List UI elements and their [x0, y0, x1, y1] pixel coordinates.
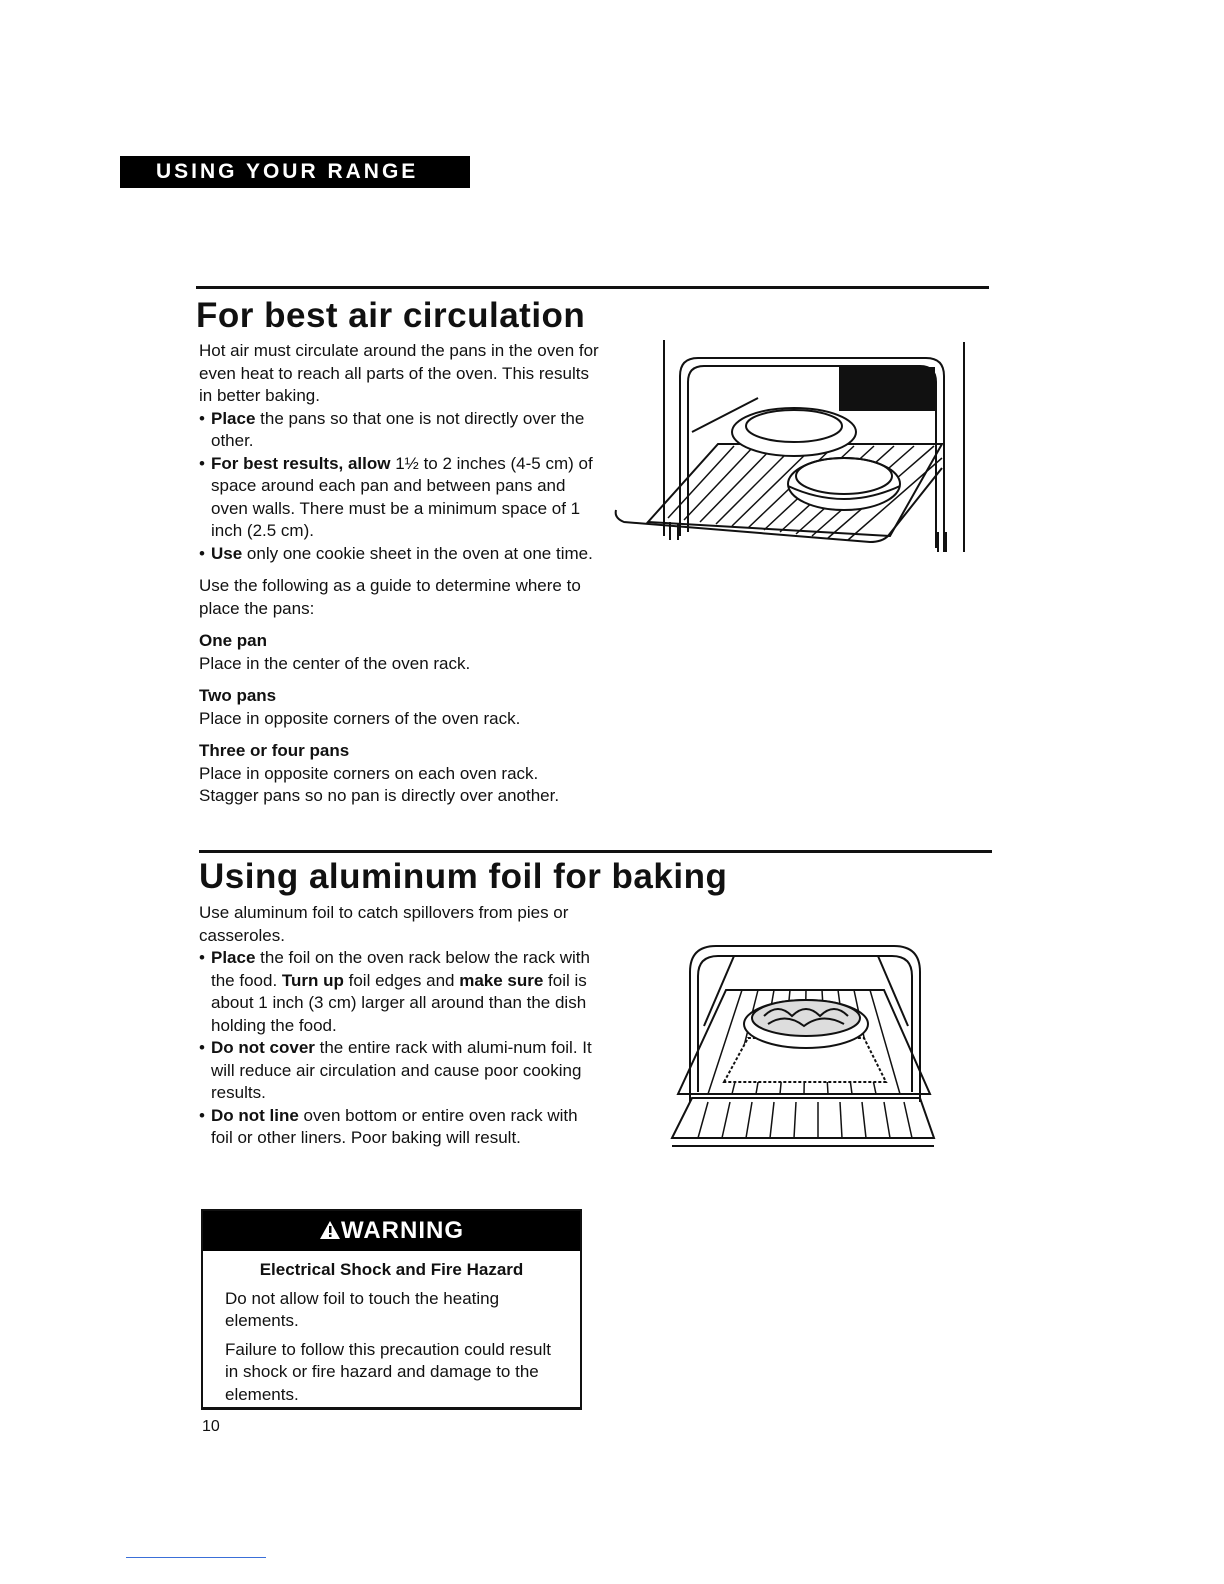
guide-paragraph: Use the following as a guide to determine where to place the pans: — [199, 576, 581, 618]
list-item: • Place the foil on the oven rack below the rack with the food. Turn up foil edges and make sure foil is about 1 inch (3 cm) larger all around than the dish holding the food. — [199, 947, 599, 1037]
warning-header — [203, 1211, 580, 1251]
section-banner: USING YOUR RANGE — [120, 156, 470, 188]
warning-box — [201, 1209, 582, 1410]
section-rule — [196, 286, 989, 289]
list-item: • Use only one cookie sheet in the oven at one time. — [199, 543, 599, 566]
case-text: Place in opposite corners of the oven rack. — [199, 708, 521, 728]
case-heading: Two pans — [199, 686, 277, 705]
case-text: Place in the center of the oven rack. — [199, 653, 471, 673]
section-title-aluminum-foil: Using aluminum foil for baking — [199, 857, 728, 896]
list-item: • Do not line oven bottom or entire oven rack with foil or other liners. Poor baking will result. — [199, 1105, 599, 1150]
list-item: • Do not cover the entire rack with alumi-num foil. It will reduce air circulation and cause poor cooking results. — [199, 1037, 599, 1105]
page-number: 10 — [202, 1418, 220, 1435]
section-title-air-circulation: For best air circulation — [196, 296, 586, 335]
foil-rack-illustration — [668, 942, 938, 1152]
section-rule — [199, 850, 992, 853]
warning-triangle-icon — [319, 1213, 341, 1253]
warning-paragraph: Do not allow foil to touch the heating elements. — [225, 1288, 500, 1330]
warning-body — [203, 1251, 580, 1406]
warning-paragraph: Failure to follow this precaution could result in shock or fire hazard and damage to the elements. — [225, 1339, 551, 1404]
aluminum-foil-text — [199, 902, 599, 1150]
intro-paragraph: Hot air must circulate around the pans in the oven for even heat to reach all parts of the oven. This results in better baking. — [199, 341, 599, 405]
air-circulation-text — [199, 340, 599, 808]
warning-label: WARNING — [341, 1217, 464, 1244]
case-heading: Three or four pans — [199, 741, 350, 760]
bullet-list — [199, 408, 599, 566]
list-item: • For best results, allow 1½ to 2 inches (4-5 cm) of space around each pan and between pans and oven walls. There must be a minimum space of 1 inch (2.5 cm). — [199, 453, 599, 543]
bullet-list — [199, 947, 599, 1150]
warning-title: Electrical Shock and Fire Hazard — [259, 1260, 524, 1279]
list-item: • Place the pans so that one is not directly over the other. — [199, 408, 599, 453]
case-heading: One pan — [199, 631, 268, 650]
footer-line — [126, 1557, 266, 1558]
oven-pans-illustration — [608, 336, 978, 556]
intro-paragraph: Use aluminum foil to catch spillovers from pies or casseroles. — [199, 903, 569, 945]
case-text: Place in opposite corners on each oven rack. Stagger pans so no pan is directly over another. — [199, 763, 560, 805]
